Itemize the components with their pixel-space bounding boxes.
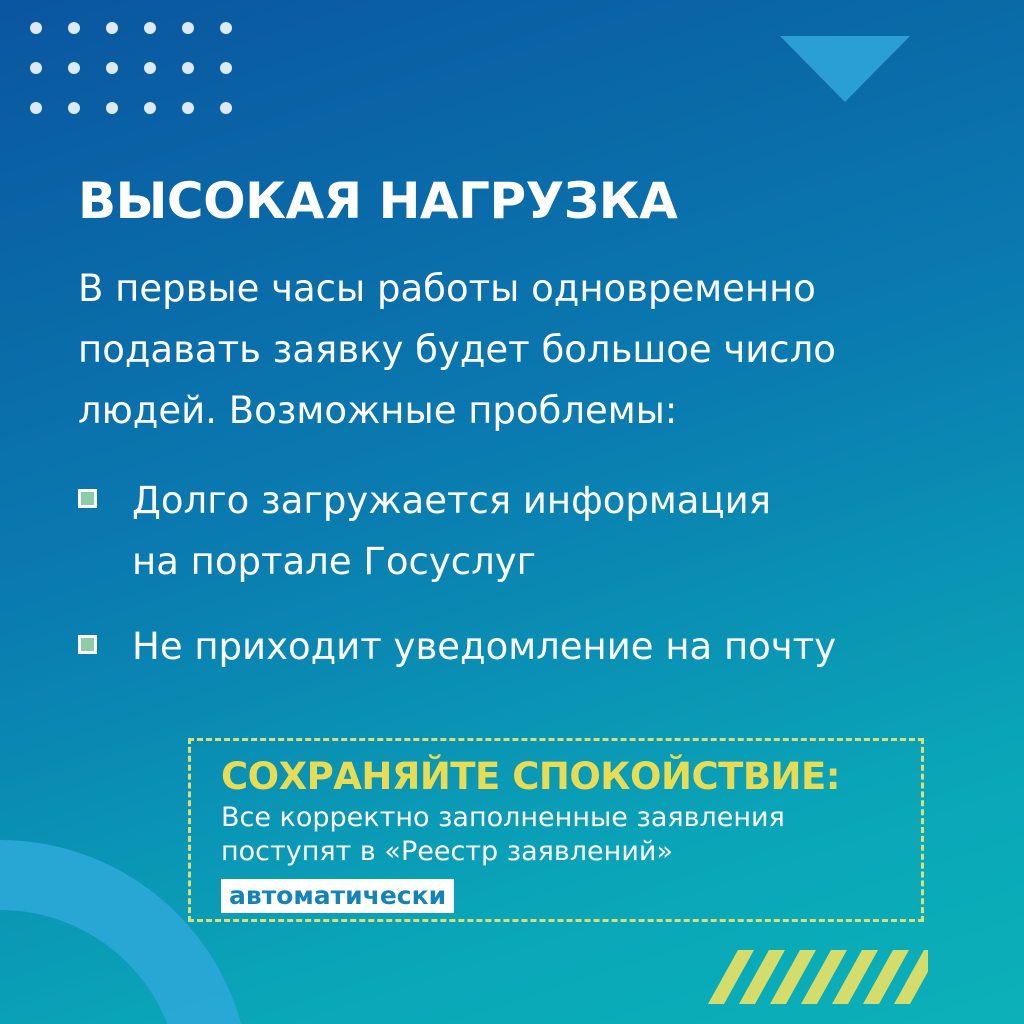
callout-line: Все корректно заполненные заявления (221, 802, 785, 833)
intro-text: В первые часы работы одновременно подавать заявку будет большое число людей. Возможные проблемы: (78, 267, 836, 432)
square-bullet-icon (78, 635, 97, 654)
dot (30, 62, 42, 74)
dot (30, 102, 42, 114)
page-title: ВЫСОКАЯ НАГРУЗКА (78, 172, 678, 230)
highlight-badge: автоматически (221, 879, 454, 913)
dot (144, 102, 156, 114)
dot (144, 22, 156, 34)
dot (220, 22, 232, 34)
dot (106, 22, 118, 34)
dot (68, 62, 80, 74)
list-item-text (132, 470, 952, 592)
dot (182, 22, 194, 34)
square-bullet-icon (78, 489, 97, 508)
callout-text (221, 801, 921, 869)
list-item-line: на портале Госуслуг (132, 540, 537, 583)
dot (182, 62, 194, 74)
triangle-down-icon (780, 36, 910, 102)
dot (30, 22, 42, 34)
callout-title: СОХРАНЯЙТЕ СПОКОЙСТВИЕ: (221, 755, 841, 798)
dot (68, 102, 80, 114)
callout-line: поступят в «Реестр заявлений» (221, 836, 673, 867)
dot (106, 62, 118, 74)
dot (220, 62, 232, 74)
dot (106, 102, 118, 114)
callout-box (188, 738, 924, 922)
dot-grid-icon (22, 16, 242, 116)
dot (220, 102, 232, 114)
list-item-line: Долго загружается информация (132, 479, 771, 522)
dot (68, 22, 80, 34)
diagonal-stripes-icon (708, 950, 928, 1004)
list-item-text (132, 616, 952, 677)
dot (144, 62, 156, 74)
list-item-line: Не приходит уведомление на почту (132, 625, 837, 668)
dot (182, 102, 194, 114)
